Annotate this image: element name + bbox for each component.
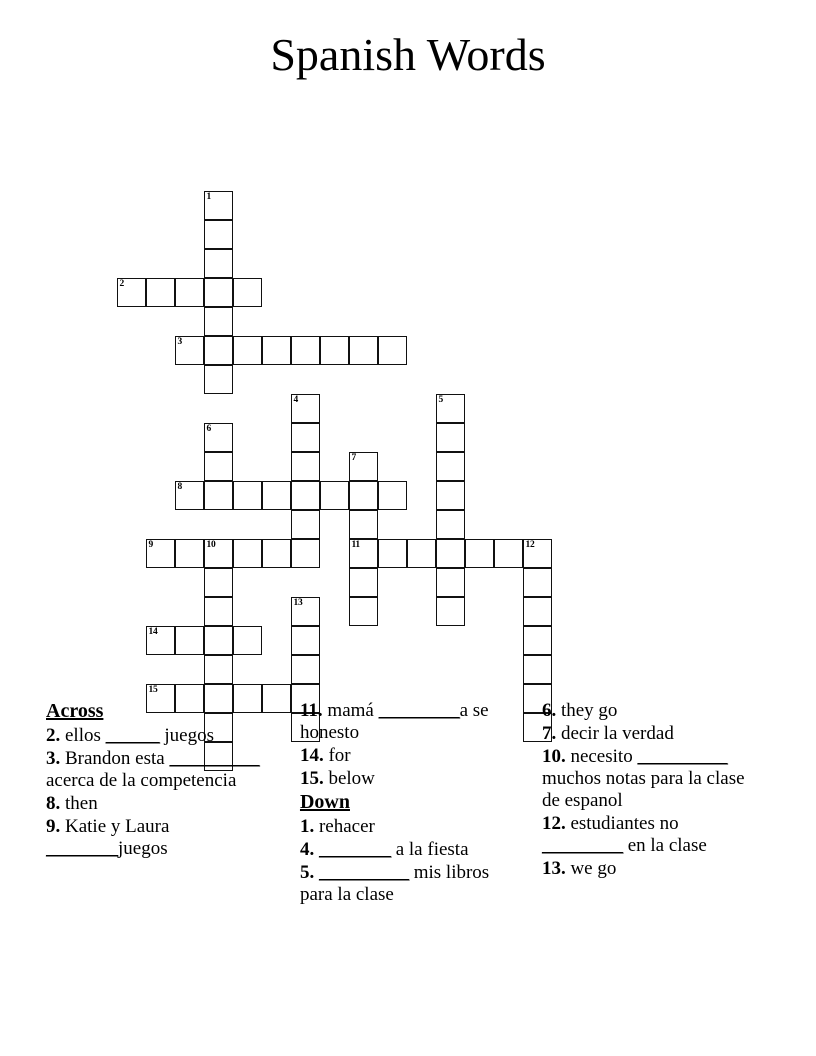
clue-column-3 bbox=[530, 700, 772, 881]
clue-text: below bbox=[323, 768, 375, 790]
clue-number: 4. bbox=[299, 838, 315, 860]
crossword-cell[interactable] bbox=[204, 568, 233, 597]
clue-across-8[interactable] bbox=[46, 793, 274, 815]
crossword-cell[interactable] bbox=[233, 481, 262, 510]
clue-down-4[interactable] bbox=[300, 839, 516, 861]
crossword-cell[interactable] bbox=[436, 481, 465, 510]
clue-blank: __________ bbox=[637, 746, 728, 768]
clue-number: 13. bbox=[541, 858, 566, 880]
clue-number: 8. bbox=[46, 792, 61, 814]
crossword-cell[interactable] bbox=[523, 626, 552, 655]
clue-text: we go bbox=[565, 858, 617, 880]
crossword-cell[interactable] bbox=[378, 481, 407, 510]
crossword-cell[interactable] bbox=[291, 510, 320, 539]
across-heading: Across bbox=[46, 700, 104, 722]
crossword-cell[interactable] bbox=[204, 423, 233, 452]
crossword-cell[interactable] bbox=[436, 539, 465, 568]
crossword-cell[interactable] bbox=[320, 336, 349, 365]
crossword-cell[interactable] bbox=[349, 481, 378, 510]
crossword-cell[interactable] bbox=[349, 597, 378, 626]
crossword-cell[interactable] bbox=[291, 597, 320, 626]
clue-number: 9. bbox=[46, 815, 61, 837]
crossword-cell[interactable] bbox=[407, 539, 436, 568]
clue-text-cont: juegos bbox=[118, 837, 168, 859]
crossword-cell[interactable] bbox=[291, 452, 320, 481]
crossword-cell[interactable] bbox=[349, 568, 378, 597]
crossword-cell[interactable] bbox=[204, 597, 233, 626]
cell-number: 13 bbox=[293, 597, 303, 608]
crossword-cell[interactable] bbox=[204, 655, 233, 684]
crossword-cell[interactable] bbox=[349, 539, 378, 568]
cell-number: 11 bbox=[351, 539, 360, 550]
clue-column-1 bbox=[46, 700, 288, 861]
clue-number: 12. bbox=[541, 813, 566, 835]
crossword-cell[interactable] bbox=[204, 191, 233, 220]
clue-blank: __________ bbox=[169, 747, 260, 769]
clue-text: necesito bbox=[565, 746, 638, 768]
crossword-cell[interactable] bbox=[436, 394, 465, 423]
clue-blank: ________ bbox=[318, 838, 391, 860]
crossword-cell[interactable] bbox=[262, 336, 291, 365]
crossword-cell[interactable] bbox=[349, 510, 378, 539]
crossword-cell[interactable] bbox=[175, 336, 204, 365]
clue-text-cont: a se honesto bbox=[299, 700, 489, 744]
crossword-cell[interactable] bbox=[378, 539, 407, 568]
clue-down-12[interactable] bbox=[542, 813, 758, 857]
crossword-cell[interactable] bbox=[204, 307, 233, 336]
clues-section bbox=[0, 700, 816, 907]
crossword-cell[interactable] bbox=[204, 481, 233, 510]
clue-text: they go bbox=[556, 700, 618, 721]
clue-number: 3. bbox=[46, 747, 61, 769]
clue-text: estudiantes no bbox=[565, 813, 679, 835]
clue-text: for bbox=[323, 745, 351, 767]
crossword-cell[interactable] bbox=[436, 597, 465, 626]
cell-number: 9 bbox=[148, 539, 153, 550]
cell-number: 3 bbox=[177, 336, 182, 347]
clue-across-11[interactable] bbox=[300, 700, 516, 744]
crossword-cell[interactable] bbox=[523, 568, 552, 597]
crossword-cell[interactable] bbox=[523, 539, 552, 568]
clue-text: then bbox=[60, 792, 98, 814]
crossword-cell[interactable] bbox=[291, 539, 320, 568]
clue-text: Brandon esta bbox=[60, 747, 170, 769]
crossword-cell[interactable] bbox=[291, 336, 320, 365]
crossword-cell[interactable] bbox=[349, 452, 378, 481]
crossword-cell[interactable] bbox=[204, 539, 233, 568]
clue-text-cont: juegos bbox=[159, 724, 214, 746]
clue-blank: ________ bbox=[46, 837, 118, 859]
clue-text-cont: acerca de la competencia bbox=[46, 769, 237, 791]
clue-blank: ______ bbox=[105, 724, 160, 746]
clue-column-2 bbox=[288, 700, 530, 907]
clue-text-cont: a la fiesta bbox=[390, 838, 469, 860]
crossword-cell[interactable] bbox=[262, 481, 291, 510]
cell-number: 8 bbox=[177, 481, 182, 492]
clue-text: mamá bbox=[322, 700, 379, 721]
clue-number: 6. bbox=[541, 700, 557, 721]
cell-number: 10 bbox=[206, 539, 216, 550]
clue-number: 11. bbox=[299, 700, 323, 721]
cell-number: 7 bbox=[351, 452, 356, 463]
clue-across-9[interactable] bbox=[46, 816, 274, 860]
crossword-cell[interactable] bbox=[291, 655, 320, 684]
clue-blank: _________ bbox=[541, 835, 623, 857]
clue-down-5[interactable] bbox=[300, 862, 516, 906]
clue-number: 2. bbox=[46, 724, 61, 746]
crossword-cell[interactable] bbox=[378, 336, 407, 365]
clue-down-1[interactable] bbox=[300, 816, 516, 838]
crossword-cell[interactable] bbox=[436, 452, 465, 481]
crossword-cell[interactable] bbox=[146, 539, 175, 568]
clue-number: 10. bbox=[541, 746, 566, 768]
crossword-cell[interactable] bbox=[204, 452, 233, 481]
clue-text-cont: en la clase bbox=[622, 835, 707, 857]
crossword-cell[interactable] bbox=[262, 539, 291, 568]
crossword-cell[interactable] bbox=[204, 626, 233, 655]
crossword-cell[interactable] bbox=[117, 278, 146, 307]
clue-number: 15. bbox=[299, 768, 324, 790]
crossword-cell[interactable] bbox=[146, 626, 175, 655]
crossword-cell[interactable] bbox=[175, 539, 204, 568]
clue-down-13[interactable] bbox=[542, 858, 758, 880]
cell-number: 1 bbox=[206, 191, 211, 202]
crossword-cell[interactable] bbox=[523, 655, 552, 684]
clue-blank: _________ bbox=[378, 700, 460, 721]
crossword-cell[interactable] bbox=[436, 510, 465, 539]
clue-text-cont: mis libros para la clase bbox=[299, 861, 490, 905]
crossword-cell[interactable] bbox=[146, 278, 175, 307]
cell-number: 15 bbox=[148, 684, 158, 695]
crossword-grid bbox=[0, 81, 816, 695]
clue-text-cont: muchos notas para la clase de espanol bbox=[541, 768, 745, 812]
clue-blank: __________ bbox=[318, 861, 409, 883]
crossword-cell[interactable] bbox=[175, 278, 204, 307]
clue-down-10[interactable] bbox=[542, 746, 758, 812]
clue-number: 1. bbox=[299, 815, 315, 837]
clue-number: 5. bbox=[299, 861, 315, 883]
cell-number: 14 bbox=[148, 626, 158, 637]
crossword-cell[interactable] bbox=[494, 539, 523, 568]
crossword-cell[interactable] bbox=[436, 423, 465, 452]
crossword-cell[interactable] bbox=[349, 336, 378, 365]
crossword-cell[interactable] bbox=[233, 336, 262, 365]
crossword-cell[interactable] bbox=[204, 365, 233, 394]
cell-number: 2 bbox=[119, 278, 124, 289]
crossword-cell[interactable] bbox=[320, 481, 349, 510]
cell-number: 4 bbox=[293, 394, 298, 405]
down-heading: Down bbox=[299, 791, 350, 814]
clue-down-7[interactable] bbox=[542, 723, 758, 745]
crossword-cell[interactable] bbox=[204, 220, 233, 249]
clue-number: 7. bbox=[541, 723, 557, 745]
crossword-cell[interactable] bbox=[175, 481, 204, 510]
crossword-cell[interactable] bbox=[291, 626, 320, 655]
clue-text: Katie y Laura bbox=[60, 815, 170, 837]
crossword-cell[interactable] bbox=[204, 336, 233, 365]
crossword-cell[interactable] bbox=[233, 626, 262, 655]
cell-number: 12 bbox=[525, 539, 535, 550]
clue-across-14[interactable] bbox=[300, 745, 516, 767]
clue-across-15[interactable] bbox=[300, 768, 516, 790]
clue-across-3[interactable] bbox=[46, 748, 274, 792]
clue-text: ellos bbox=[60, 724, 106, 746]
crossword-cell[interactable] bbox=[291, 394, 320, 423]
page-title: Spanish Words bbox=[270, 29, 546, 80]
crossword-cell[interactable] bbox=[233, 278, 262, 307]
clue-text: rehacer bbox=[314, 815, 375, 837]
crossword-cell[interactable] bbox=[523, 597, 552, 626]
crossword-cell[interactable] bbox=[291, 423, 320, 452]
crossword-cell[interactable] bbox=[175, 626, 204, 655]
crossword-cell[interactable] bbox=[204, 249, 233, 278]
crossword-cell[interactable] bbox=[233, 539, 262, 568]
clue-across-2[interactable] bbox=[46, 725, 274, 747]
clue-down-6[interactable] bbox=[542, 700, 758, 722]
cell-number: 5 bbox=[438, 394, 443, 405]
crossword-cell[interactable] bbox=[291, 481, 320, 510]
crossword-cell[interactable] bbox=[465, 539, 494, 568]
clue-number: 14. bbox=[299, 745, 324, 767]
crossword-cell[interactable] bbox=[204, 278, 233, 307]
cell-number: 6 bbox=[206, 423, 211, 434]
clue-text: decir la verdad bbox=[556, 723, 674, 745]
crossword-cell[interactable] bbox=[436, 568, 465, 597]
